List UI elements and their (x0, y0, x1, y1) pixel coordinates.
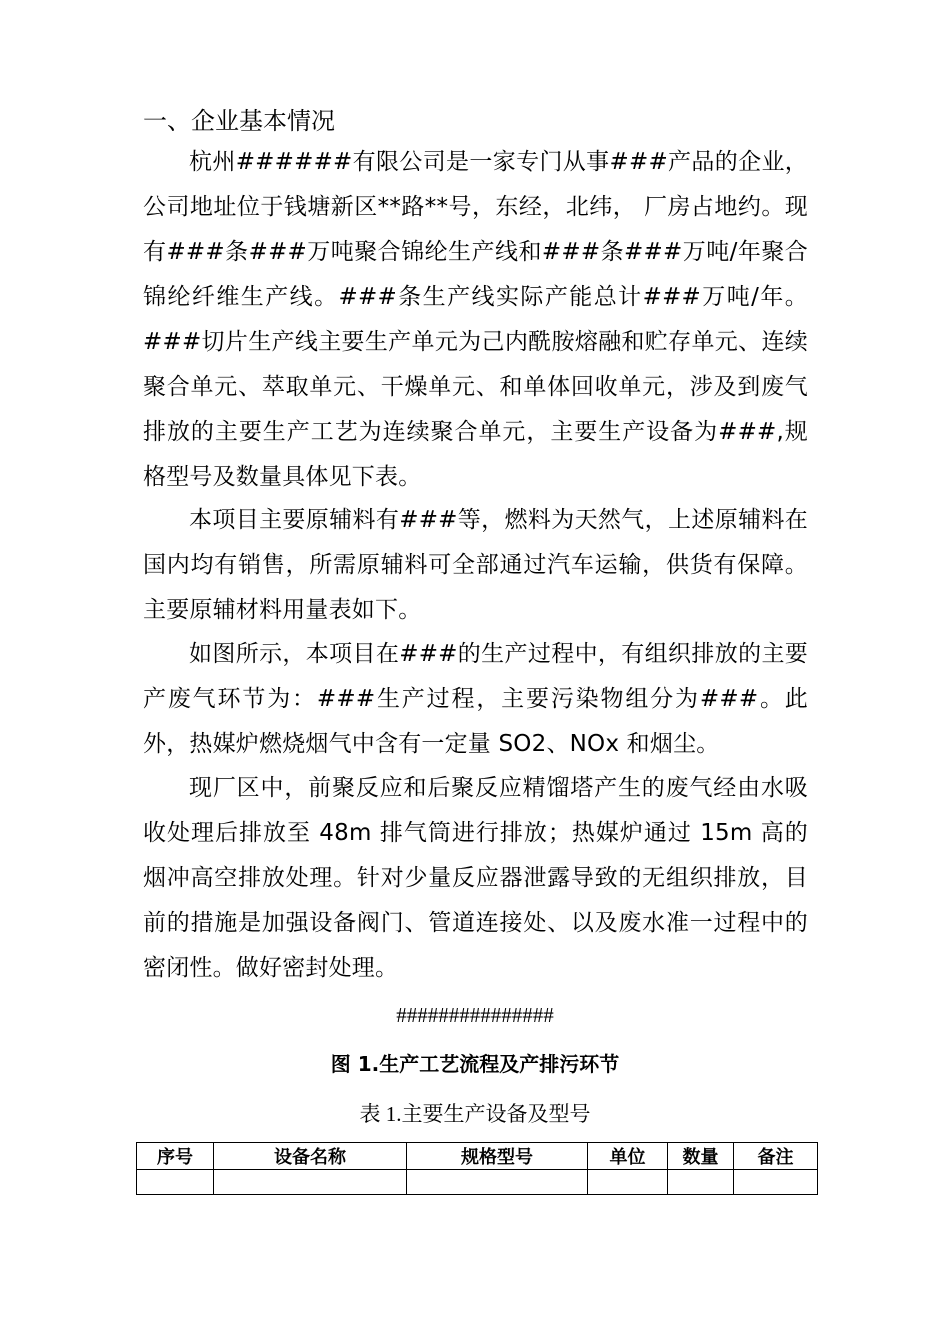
column-header-model: 规格型号 (407, 1143, 588, 1170)
equipment-table (136, 1142, 818, 1195)
table-cell (588, 1170, 668, 1195)
paragraph-treatment-measures: 现厂区中，前聚反应和后聚反应精馏塔产生的废气经由水吸收处理后排放至 48m 排气筒进行排放；热媒炉通过 15m 高的烟冲高空排放处理。针对少量反应器泄露导致的无组织排放，目前的措施是加强设备阀门、管道连接处、以及废水准一过程中的密闭性。做好密封处理。 (143, 775, 808, 981)
table-cell (407, 1170, 588, 1195)
paragraph-emission-sources: 如图所示，本项目在###的生产过程中，有组织排放的主要产废气环节为：###生产过程，主要污染物组分为###。此外，热媒炉燃烧烟气中含有一定量 SO2、NOx 和烟尘。 (143, 641, 808, 757)
column-header-remarks: 备注 (734, 1143, 818, 1170)
table-row (137, 1170, 818, 1195)
table-cell (734, 1170, 818, 1195)
table-header-row (137, 1143, 818, 1170)
column-header-index: 序号 (137, 1143, 214, 1170)
figure-caption: 图 1.生产工艺流程及产排污环节 (330, 1052, 620, 1076)
table-cell (214, 1170, 407, 1195)
paragraph-company-overview: 杭州######有限公司是一家专门从事###产品的企业，公司地址位于钱塘新区**路**号，东经，北纬， 厂房占地约。现有###条###万吨聚合锦纶生产线和###条###万吨/年聚合锦纶纤维生产线。###条生产线实际产能总计###万吨/年。###切片生产线主要生产单元为己内酰胺熔融和贮存单元、连续聚合单元、萃取单元、干燥单元、和单体回收单元，涉及到废气排放的主要生产工艺为连续聚合单元，主要生产设备为###,规格型号及数量具体见下表。 (143, 149, 808, 490)
paragraph-raw-materials: 本项目主要原辅料有###等，燃料为天然气，上述原辅料在国内均有销售，所需原辅料可全部通过汽车运输，供货有保障。主要原辅材料用量表如下。 (143, 507, 808, 623)
column-header-equipment-name: 设备名称 (214, 1143, 407, 1170)
table-cell (137, 1170, 214, 1195)
table-cell (668, 1170, 734, 1195)
figure-placeholder: ############### (396, 1003, 554, 1027)
table-caption: 表 1.主要生产设备及型号 (359, 1102, 591, 1126)
column-header-unit: 单位 (588, 1143, 668, 1170)
section-heading: 一、企业基本情况 (143, 107, 335, 135)
column-header-quantity: 数量 (668, 1143, 734, 1170)
